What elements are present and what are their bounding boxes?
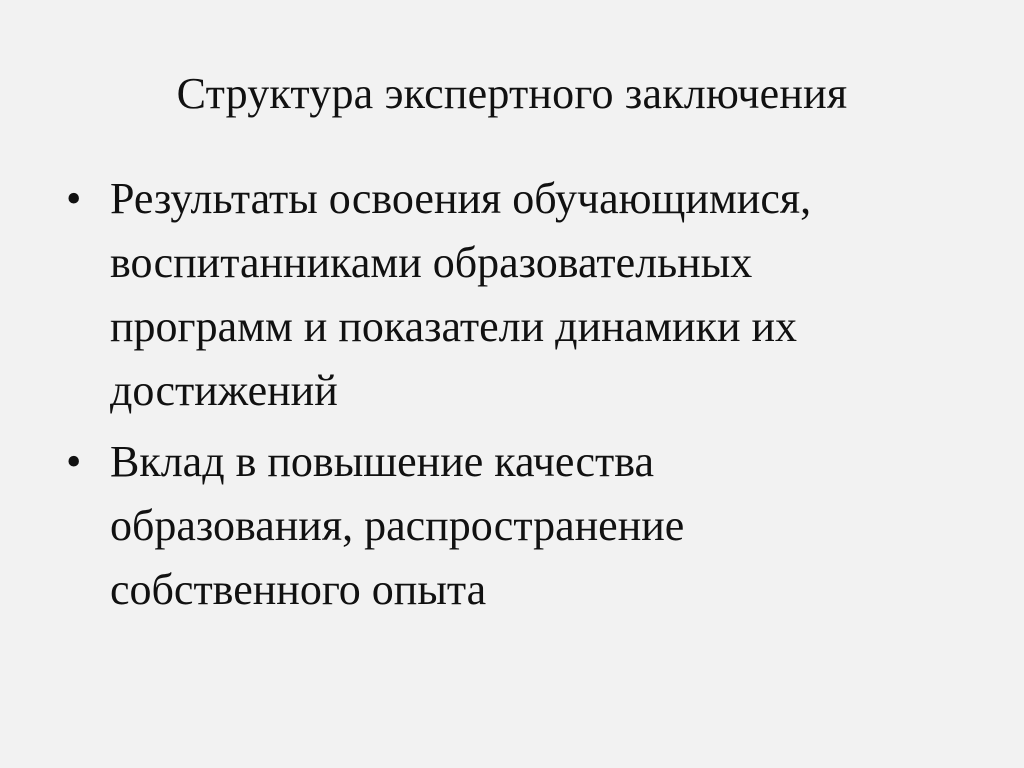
bullet-text-contribution — [110, 430, 684, 622]
bullet-line: Вклад в повышение качества — [110, 437, 655, 486]
bullet-item-results — [66, 167, 966, 423]
slide-title: Структура экспертного заключения — [176, 69, 848, 118]
bullet-text-results — [110, 167, 811, 423]
bullet-line: воспитанниками образовательных — [110, 238, 753, 287]
bullet-item-contribution — [66, 430, 966, 622]
bullet-line: достижений — [110, 366, 338, 415]
bullet-marker: • — [66, 174, 82, 223]
bullet-marker: • — [66, 437, 82, 486]
bullet-list — [66, 167, 966, 629]
bullet-line: образования, распространение — [110, 501, 685, 550]
bullet-line: программ и показатели динамики их — [110, 302, 798, 351]
bullet-line: Результаты освоения обучающимися, — [110, 174, 812, 223]
bullet-line: собственного опыта — [110, 565, 487, 614]
